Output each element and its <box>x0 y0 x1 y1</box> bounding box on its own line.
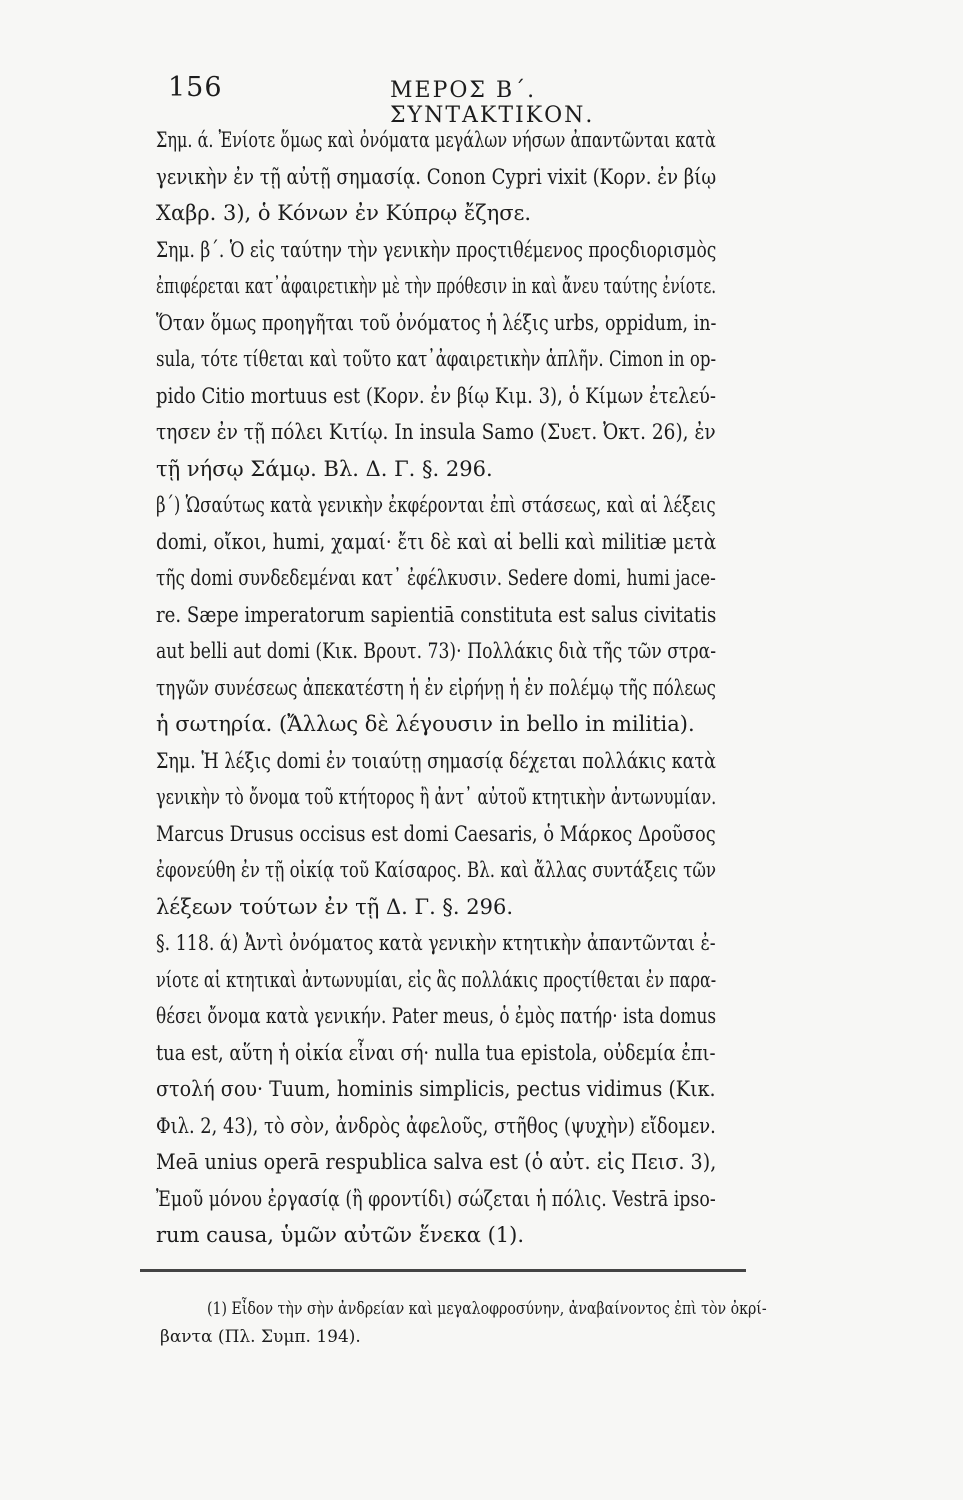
text-line: θέσει ὄνομα κατὰ γενικήν. Pater meus, ὁ ἐμὸς πατήρ· ista domus <box>156 1004 717 1028</box>
footnote-separator <box>140 1269 746 1272</box>
text-line: Σημ. β΄. Ὁ εἰς ταύτην τὴν γενικὴν προςτιθέμενος προςδιορισμὸς <box>156 237 717 262</box>
text-line: λέξεων τούτων ἐν τῇ Δ. Γ. §. 296. <box>156 894 514 919</box>
text-line: Ἐμοῦ μόνου ἐργασίᾳ (ἢ φροντίδι) σώζεται ἡ πόλις. Vestrā ipso- <box>156 1186 716 1211</box>
text-line: ἡ σωτηρία. (Ἄλλως δὲ λέγουσιν in bello in militia). <box>156 712 695 736</box>
text-line: τηγῶν συνέσεως ἀπεκατέστη ἡ ἐν εἰρήνῃ ἡ ἐν πολέμῳ τῆς πόλεως <box>156 675 716 700</box>
text-line: β΄) Ὡσαύτως κατὰ γενικὴν ἐκφέρονται ἐπὶ στάσεως, καὶ αἱ λέξεις <box>156 493 716 517</box>
text-line: pido Citio mortuus est (Κορν. ἐν βίῳ Κιμ. 3), ὁ Κίμων ἐτελεύ- <box>156 383 716 408</box>
text-line: §. 118. ά) Ἀντὶ ὀνόματος κατὰ γενικὴν κτητικὴν ἀπαντῶνται ἐ- <box>156 931 716 955</box>
text-line: τησεν ἐν τῇ πόλει Κιτίῳ. In insula Samo (Συετ. Ὀκτ. 26), ἐν <box>156 420 716 444</box>
text-line: ἐφονεύθη ἐν τῇ οἰκίᾳ τοῦ Καίσαρος. Βλ. καὶ ἄλλας συντάξεις τῶν <box>156 858 717 882</box>
text-line: ἐπιφέρεται κατ᾽ἀφαιρετικὴν μὲ τὴν πρόθεσιν in καὶ ἄνευ ταύτης ἐνίοτε. <box>156 274 717 298</box>
text-line: τῆς domi συνδεδεμέναι κατ᾽ ἐφέλκυσιν. Sedere domi, humi jace- <box>156 566 716 590</box>
text-line: Marcus Drusus occisus est domi Caesaris, ὁ Μάρκος Δροῦσος <box>156 821 716 846</box>
text-line: aut belli aut domi (Κικ. Βρουτ. 73)· Πολλάκις διὰ τῆς τῶν στρα- <box>156 639 717 663</box>
text-line: Ὅταν ὅμως προηγῆται τοῦ ὀνόματος ἡ λέξις urbs, oppidum, in- <box>156 310 717 335</box>
text-line: γενικὴν τὸ ὄνομα τοῦ κτήτορος ἢ ἀντ᾽ αὐτοῦ κτητικὴν ἀντωνυμίαν. <box>156 785 717 809</box>
text-line: στολή σου· Tuum, hominis simplicis, pectus vidimus (Κικ. <box>156 1077 716 1101</box>
text-line: γενικὴν ἐν τῇ αὐτῇ σημασίᾳ. Conon Cypri vixit (Κορν. ἐν βίῳ <box>156 164 717 189</box>
text-line: rum causa, ὑμῶν αὐτῶν ἕνεκα (1). <box>156 1223 525 1247</box>
running-title: ΜΕΡΟΣ Β΄. ΣΥΝΤΑΚΤΙΚΟΝ. <box>390 78 595 128</box>
footnotes <box>160 1295 767 1351</box>
text-line: Meā unius operā respublica salva est (ὁ αὐτ. εἰς Πεισ. 3), <box>156 1150 717 1174</box>
main-text <box>156 122 716 1254</box>
text-line: Σημ. Ἡ λέξις domi ἐν τοιαύτῃ σημασίᾳ δέχεται πολλάκις κατὰ <box>156 748 716 773</box>
text-line: sula, τότε τίθεται καὶ τοῦτο κατ᾽ἀφαιρετικὴν ἁπλῆν. Cimon in op- <box>156 347 717 371</box>
text-line: Φιλ. 2, 43), τὸ σὸν, ἀνδρὸς ἀφελοῦς, στῆθος (ψυχὴν) εἴδομεν. <box>156 1113 716 1138</box>
footnote-line: (1) Εἶδον τὴν σὴν ἀνδρείαν καὶ μεγαλοφροσύνην, ἀναβαίνοντος ἐπὶ τὸν ὀκρί- <box>207 1299 767 1319</box>
page-number: 156 <box>168 72 223 103</box>
text-line: re. Sæpe imperatorum sapientiā constituta est salus civitatis <box>156 602 717 627</box>
text-line: Σημ. ά. Ἐνίοτε ὅμως καὶ ὀνόματα μεγάλων νήσων ἀπαντῶνται κατὰ <box>156 128 716 152</box>
page-header <box>168 72 728 128</box>
text-line: νίοτε αἱ κτητικαὶ ἀντωνυμίαι, εἰς ἃς πολλάκις προςτίθεται ἐν παρα- <box>156 967 717 992</box>
text-line: domi, οἴκοι, humi, χαμαί· ἔτι δὲ καὶ αἱ belli καὶ militiæ μετὰ <box>156 529 717 554</box>
footnote-line: βαντα (Πλ. Συμπ. 194). <box>160 1327 361 1347</box>
text-line: τῇ νήσῳ Σάμῳ. Βλ. Δ. Γ. §. 296. <box>156 456 493 481</box>
text-line: tua est, αὕτη ἡ οἰκία εἶναι σή· nulla tua epistola, οὐδεμία ἐπι- <box>156 1040 716 1065</box>
text-line: Χαβρ. 3), ὁ Κόνων ἐν Κύπρῳ ἔζησε. <box>156 201 532 225</box>
